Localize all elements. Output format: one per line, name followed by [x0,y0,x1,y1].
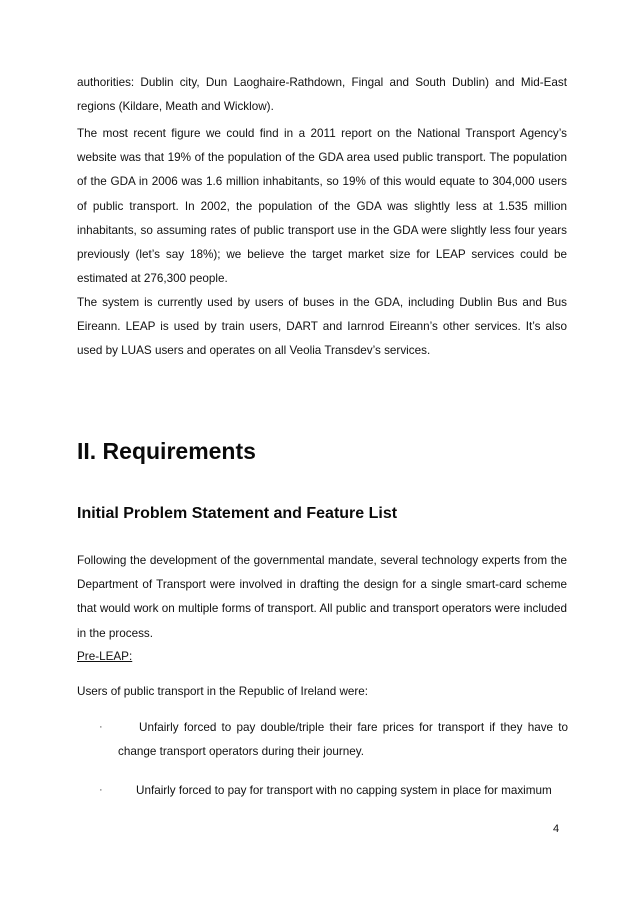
pre-leap-label: Pre-LEAP: [77,650,133,663]
paragraph-continued [77,71,567,119]
paragraph-following [77,549,567,646]
bullet-item-1: Unfairly forced to pay double/triple their fare prices for transport if they have to change transport operators during their journey. [118,721,568,759]
section-heading-requirements: II. Requirements [77,438,256,464]
bullet-dot-1: · [99,721,103,733]
paragraph-system [77,291,567,364]
paragraph-system-text: The system is currently used by users of buses in the GDA, including Dublin Bus and Bus Eireann. LEAP is used by train users, DART and Iarnrod Eireann’s other services. It’s also used by LUAS users and operates on all Veolia Transdev’s services. [77,296,567,358]
page-number: 4 [553,823,560,835]
subsection-heading-initial-problem: Initial Problem Statement and Feature List [77,505,398,522]
users-intro: Users of public transport in the Republic of Ireland were: [77,685,369,698]
paragraph-following-text: Following the development of the governmental mandate, several technology experts from the Department of Transport were involved in drafting the design for a single smart-card scheme that would work on multiple forms of transport. All public and transport operators were included in the process. [77,554,567,640]
paragraph-continued-text: authorities: Dublin city, Dun Laoghaire-Rathdown, Fingal and South Dublin) and Mid-East regions (Kildare, Meath and Wicklow). [77,76,567,114]
paragraph-figures-text: The most recent figure we could find in a 2011 report on the National Transport Agency’s website was that 19% of the population of the GDA area used public transport. The population of the GDA in 2006 was 1.6 million inhabitants, so 19% of this would equate to 304,000 users of public transport. In 2002, the population of the GDA was slightly less at 1.535 million inhabitants, so assuming rates of public transport use in the GDA were slightly less four years previously (let’s say 18%); we believe the target market size for LEAP services could be estimated at 276,300 people. [77,127,567,286]
bullet-dot-2: · [99,784,103,796]
bullet-item-2: Unfairly forced to pay for transport with no capping system in place for maximum [136,784,552,797]
paragraph-figures [77,122,567,291]
